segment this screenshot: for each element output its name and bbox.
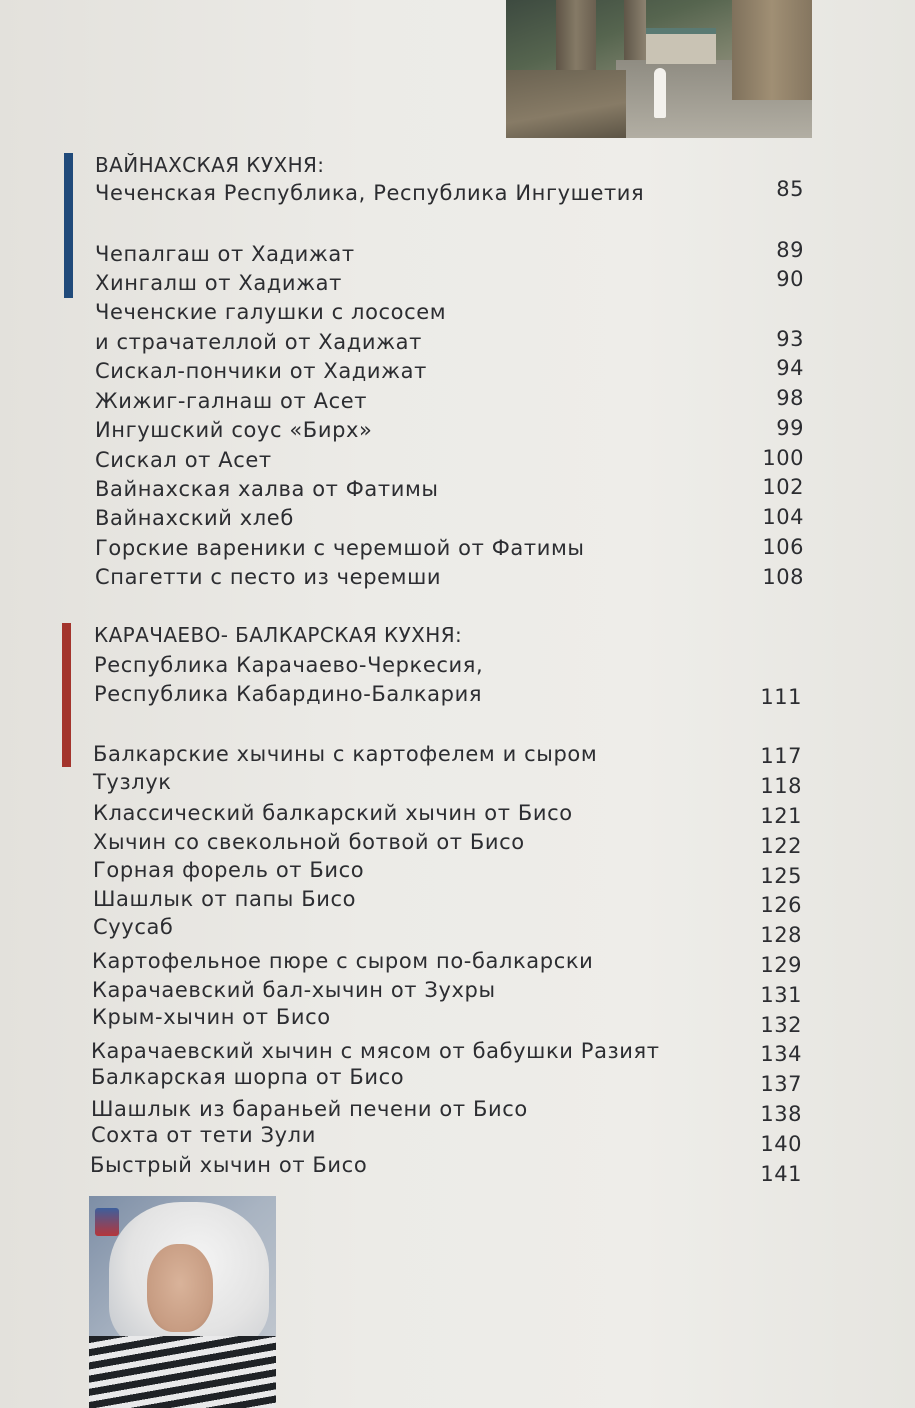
toc-entry-title[interactable]: Быстрый хычин от Бисо bbox=[90, 1153, 368, 1177]
toc-entry-title[interactable]: Спагетти с песто из черемши bbox=[95, 565, 442, 589]
toc-entry-title[interactable]: Шашлык из бараньей печени от Бисо bbox=[91, 1097, 528, 1121]
toc-entry-page: 134 bbox=[760, 1042, 802, 1066]
toc-entry-title[interactable]: Вайнахский хлеб bbox=[95, 506, 294, 530]
house bbox=[646, 28, 716, 64]
section-1-subtitle: Чеченская Республика, Республика Ингушетия bbox=[95, 181, 645, 205]
toc-entry-title[interactable]: Горские вареники с черемшой от Фатимы bbox=[95, 536, 585, 560]
toc-entry-title[interactable]: Карачаевский хычин с мясом от бабушки Разият bbox=[91, 1039, 660, 1063]
section-2-accent-bar bbox=[62, 623, 71, 767]
striped-shirt bbox=[89, 1336, 276, 1408]
toc-entry-title[interactable]: Классический балкарский хычин от Бисо bbox=[93, 801, 573, 825]
toc-entry-title[interactable]: Сискал-пончики от Хадижат bbox=[95, 359, 427, 383]
toc-entry-page: 132 bbox=[760, 1013, 802, 1037]
toc-entry-page: 140 bbox=[760, 1132, 802, 1156]
toc-entry-title[interactable]: Крым-хычин от Бисо bbox=[92, 1005, 331, 1029]
section-2-subtitle-line-2: Республика Кабардино-Балкария bbox=[94, 682, 483, 706]
toc-entry-page: 141 bbox=[760, 1162, 802, 1186]
toc-entry-title[interactable]: Суусаб bbox=[93, 915, 174, 939]
section-2-subtitle-line-1: Республика Карачаево-Черкесия, bbox=[94, 653, 484, 677]
toc-entry-title[interactable]: Ингушский соус «Бирх» bbox=[95, 418, 373, 442]
person-figure bbox=[654, 68, 666, 118]
toc-entry-title[interactable]: Вайнахская халва от Фатимы bbox=[95, 477, 439, 501]
toc-entry-page: 118 bbox=[760, 774, 802, 798]
stone-tower-distant bbox=[624, 0, 646, 60]
toc-entry-page: 102 bbox=[762, 475, 804, 499]
toc-entry-title[interactable]: Карачаевский бал-хычин от Зухры bbox=[92, 978, 496, 1002]
toc-entry-page: 129 bbox=[760, 953, 802, 977]
toc-entry-page: 126 bbox=[760, 893, 802, 917]
mountain-village-photo bbox=[506, 0, 812, 138]
section-1-heading: ВАЙНАХСКАЯ КУХНЯ: bbox=[95, 153, 325, 177]
toc-entry-page: 93 bbox=[776, 327, 804, 351]
section-2-heading: КАРАЧАЕВО- БАЛКАРСКАЯ КУХНЯ: bbox=[94, 623, 463, 647]
toc-entry-page: 131 bbox=[760, 983, 802, 1007]
toc-entry-page: 128 bbox=[760, 923, 802, 947]
toc-entry-page: 89 bbox=[776, 238, 804, 262]
toc-entry-page: 99 bbox=[776, 416, 804, 440]
girl-with-veil-photo bbox=[89, 1196, 276, 1408]
toc-entry-title[interactable]: Картофельное пюре с сыром по-балкарски bbox=[92, 949, 594, 973]
stone-building bbox=[732, 0, 812, 100]
section-2-subtitle-page: 111 bbox=[760, 685, 802, 709]
section-1-subtitle-page: 85 bbox=[776, 177, 804, 201]
toc-entry-title[interactable]: Балкарские хычины с картофелем и сыром bbox=[93, 742, 598, 766]
toc-entry-page: 138 bbox=[760, 1102, 802, 1126]
toc-entry-page: 137 bbox=[760, 1072, 802, 1096]
toc-entry-page: 100 bbox=[762, 446, 804, 470]
toc-entry-title[interactable]: Хингалш от Хадижат bbox=[95, 271, 342, 295]
toc-entry-title[interactable]: Сискал от Асет bbox=[95, 448, 272, 472]
toc-entry-page: 125 bbox=[760, 864, 802, 888]
toc-entry-title[interactable]: и страчателлой от Хадижат bbox=[95, 330, 422, 354]
toc-entry-title[interactable]: Чепалгаш от Хадижат bbox=[95, 242, 355, 266]
toc-entry-title[interactable]: Балкарская шорпа от Бисо bbox=[91, 1065, 405, 1089]
toc-entry-page: 98 bbox=[776, 386, 804, 410]
toc-entry-page: 108 bbox=[762, 565, 804, 589]
section-1-accent-bar bbox=[64, 153, 73, 298]
toc-entry-page: 121 bbox=[760, 804, 802, 828]
toc-entry-page: 94 bbox=[776, 356, 804, 380]
toc-entry-page: 106 bbox=[762, 535, 804, 559]
toc-entry-title[interactable]: Тузлук bbox=[93, 770, 172, 794]
toc-entry-page: 122 bbox=[760, 834, 802, 858]
toc-entry-page: 117 bbox=[760, 744, 802, 768]
toc-entry-page: 90 bbox=[776, 267, 804, 291]
toc-entry-title[interactable]: Сохта от тети Зули bbox=[91, 1123, 316, 1147]
toc-entry-title[interactable]: Горная форель от Бисо bbox=[93, 858, 365, 882]
toc-entry-title[interactable]: Хычин со свекольной ботвой от Бисо bbox=[93, 830, 525, 854]
toc-entry-page: 104 bbox=[762, 505, 804, 529]
face bbox=[147, 1244, 213, 1332]
toc-entry-title[interactable]: Чеченские галушки с лососем bbox=[95, 300, 447, 324]
toc-entry-title[interactable]: Шашлык от папы Бисо bbox=[93, 887, 357, 911]
flag-badge bbox=[95, 1208, 119, 1236]
stone-wall bbox=[506, 70, 626, 138]
toc-entry-title[interactable]: Жижиг-галнаш от Асет bbox=[95, 389, 368, 413]
